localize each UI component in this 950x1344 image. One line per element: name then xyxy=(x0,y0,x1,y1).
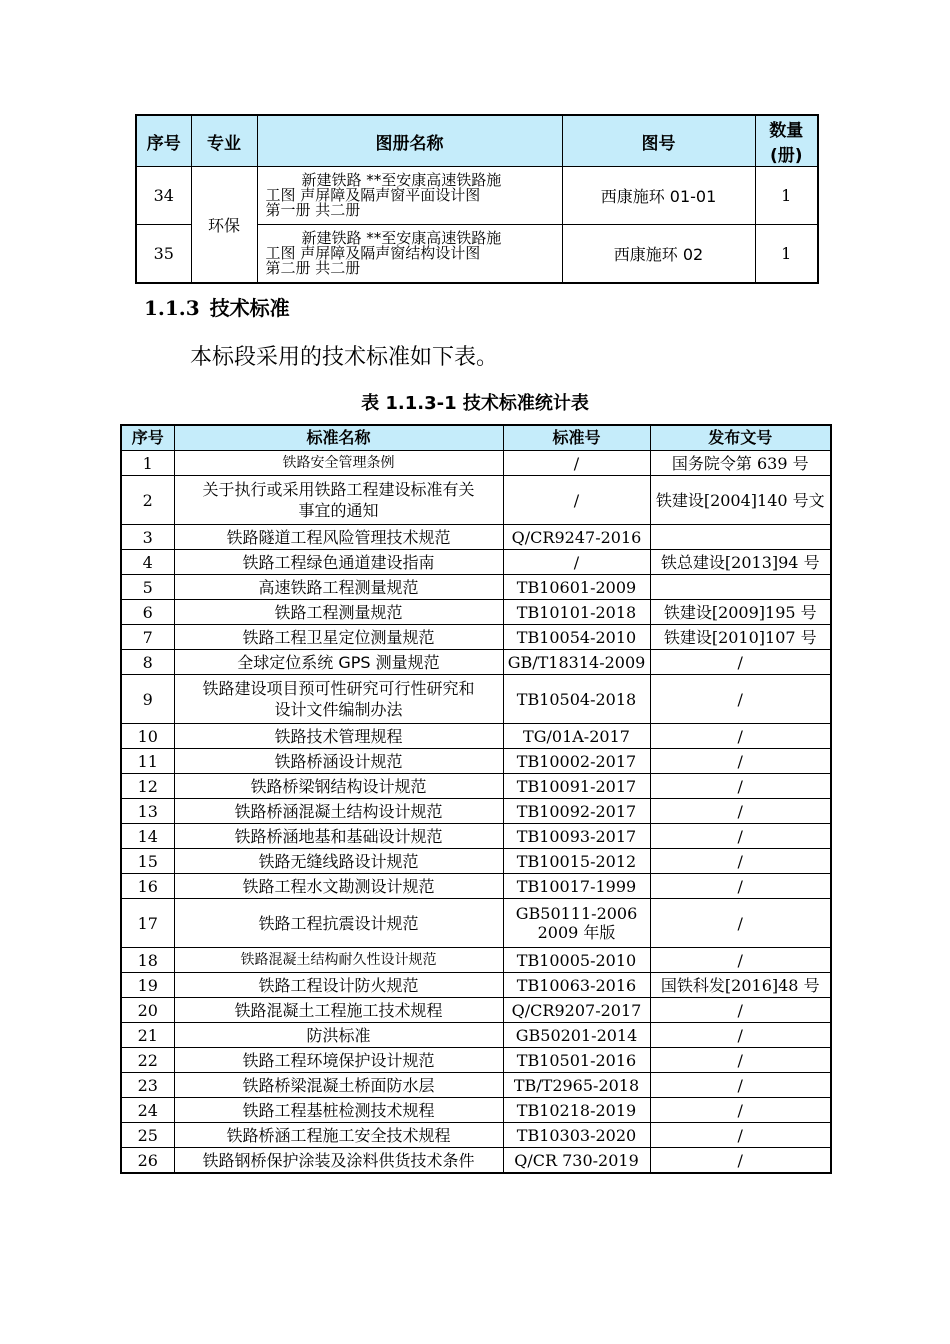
issuing-document: / xyxy=(650,1048,831,1073)
standard-code: TB10504-2018 xyxy=(503,675,650,724)
issuing-document: / xyxy=(650,874,831,899)
row-number: 19 xyxy=(121,973,174,998)
drawing-number: 西康施环 02 xyxy=(562,225,755,284)
col-header-quantity: 数量 (册) xyxy=(755,115,818,167)
issuing-document: / xyxy=(650,1073,831,1098)
standard-name: 铁路钢桥保护涂装及涂料供货技术条件 xyxy=(174,1148,503,1174)
standard-name: 铁路隧道工程风险管理技术规范 xyxy=(174,525,503,550)
col-header-standard-name: 标准名称 xyxy=(174,425,503,451)
standard-code: TB10092-2017 xyxy=(503,799,650,824)
standard-code: / xyxy=(503,476,650,525)
standard-name: 铁路桥涵工程施工安全技术规程 xyxy=(174,1123,503,1148)
row-number: 3 xyxy=(121,525,174,550)
table-row xyxy=(121,476,831,525)
table-row xyxy=(121,724,831,749)
row-number: 16 xyxy=(121,874,174,899)
row-number: 34 xyxy=(136,167,191,225)
intro-paragraph: 本标段采用的技术标准如下表。 xyxy=(190,345,499,370)
table-row xyxy=(121,774,831,799)
table-header-row xyxy=(136,115,818,167)
row-number: 24 xyxy=(121,1098,174,1123)
issuing-document: / xyxy=(650,1023,831,1048)
row-number: 1 xyxy=(121,451,174,476)
issuing-document xyxy=(650,575,831,600)
standard-name: 铁路安全管理条例 xyxy=(174,451,503,476)
table-row xyxy=(121,1148,831,1174)
standard-code: TB10015-2012 xyxy=(503,849,650,874)
standard-name: 铁路工程卫星定位测量规范 xyxy=(174,625,503,650)
issuing-document: / xyxy=(650,749,831,774)
table-header-row xyxy=(121,425,831,451)
standard-name: 铁路无缝线路设计规范 xyxy=(174,849,503,874)
row-number: 15 xyxy=(121,849,174,874)
standard-code: GB50201-2014 xyxy=(503,1023,650,1048)
standard-code: TB/T2965-2018 xyxy=(503,1073,650,1098)
standard-name: 防洪标准 xyxy=(174,1023,503,1048)
table-row xyxy=(121,525,831,550)
row-number: 14 xyxy=(121,824,174,849)
table-row xyxy=(121,1023,831,1048)
col-header-issuing-document: 发布文号 xyxy=(650,425,831,451)
standard-name: 铁路建设项目预可性研究可行性研究和 设计文件编制办法 xyxy=(174,675,503,724)
issuing-document: 铁建设[2009]195 号 xyxy=(650,600,831,625)
row-number: 35 xyxy=(136,225,191,284)
issuing-document: 铁建设[2010]107 号 xyxy=(650,625,831,650)
table-row xyxy=(121,1123,831,1148)
col-header-volume-name: 图册名称 xyxy=(257,115,562,167)
standard-code: TB10101-2018 xyxy=(503,600,650,625)
row-number: 20 xyxy=(121,998,174,1023)
standard-name: 铁路工程设计防火规范 xyxy=(174,973,503,998)
standard-code: TB10063-2016 xyxy=(503,973,650,998)
issuing-document: / xyxy=(650,998,831,1023)
drawing-volume-table xyxy=(135,114,819,284)
standard-name: 铁路桥涵设计规范 xyxy=(174,749,503,774)
standard-code: Q/CR 730-2019 xyxy=(503,1148,650,1174)
standard-code: Q/CR9207-2017 xyxy=(503,998,650,1023)
standard-code: Q/CR9247-2016 xyxy=(503,525,650,550)
standard-name: 铁路桥梁钢结构设计规范 xyxy=(174,774,503,799)
issuing-document: / xyxy=(650,675,831,724)
issuing-document: / xyxy=(650,799,831,824)
col-header-drawing-no: 图号 xyxy=(562,115,755,167)
row-number: 4 xyxy=(121,550,174,575)
standard-name: 铁路工程绿色通道建设指南 xyxy=(174,550,503,575)
row-number: 7 xyxy=(121,625,174,650)
issuing-document: / xyxy=(650,1098,831,1123)
col-header-no: 序号 xyxy=(136,115,191,167)
standard-name: 铁路工程抗震设计规范 xyxy=(174,899,503,948)
standard-name: 铁路混凝土结构耐久性设计规范 xyxy=(174,948,503,973)
technical-standards-table xyxy=(120,424,832,1174)
col-header-discipline: 专业 xyxy=(191,115,257,167)
table-row xyxy=(121,550,831,575)
row-number: 6 xyxy=(121,600,174,625)
standard-name: 铁路桥涵地基和基础设计规范 xyxy=(174,824,503,849)
row-number: 23 xyxy=(121,1073,174,1098)
standard-name: 铁路工程测量规范 xyxy=(174,600,503,625)
discipline-cell: 环保 xyxy=(191,167,257,284)
issuing-document: / xyxy=(650,1123,831,1148)
issuing-document: / xyxy=(650,724,831,749)
standard-code: TB10218-2019 xyxy=(503,1098,650,1123)
issuing-document: 国铁科发[2016]48 号 xyxy=(650,973,831,998)
standard-code: TB10017-1999 xyxy=(503,874,650,899)
quantity: 1 xyxy=(755,167,818,225)
standard-code: TB10002-2017 xyxy=(503,749,650,774)
table-caption: 表 1.1.3-1 技术标准统计表 xyxy=(361,393,589,414)
row-number: 26 xyxy=(121,1148,174,1174)
standard-name: 高速铁路工程测量规范 xyxy=(174,575,503,600)
table-row xyxy=(121,1048,831,1073)
standard-code: TB10005-2010 xyxy=(503,948,650,973)
standard-name: 全球定位系统 GPS 测量规范 xyxy=(174,650,503,675)
table-row xyxy=(121,1098,831,1123)
col-header-standard-code: 标准号 xyxy=(503,425,650,451)
row-number: 18 xyxy=(121,948,174,973)
table-row xyxy=(121,1073,831,1098)
table-row xyxy=(121,749,831,774)
section-number: 1.1.3 xyxy=(144,296,200,320)
standard-code: TB10303-2020 xyxy=(503,1123,650,1148)
table-row xyxy=(121,948,831,973)
row-number: 22 xyxy=(121,1048,174,1073)
standards-table-body xyxy=(121,451,831,1174)
issuing-document: 铁建设[2004]140 号文 xyxy=(650,476,831,525)
table-row xyxy=(121,451,831,476)
standard-name: 铁路工程环境保护设计规范 xyxy=(174,1048,503,1073)
table-row xyxy=(121,675,831,724)
issuing-document xyxy=(650,525,831,550)
row-number: 9 xyxy=(121,675,174,724)
table-row xyxy=(136,167,818,225)
table-row xyxy=(121,799,831,824)
row-number: 11 xyxy=(121,749,174,774)
standard-code: TB10091-2017 xyxy=(503,774,650,799)
row-number: 5 xyxy=(121,575,174,600)
issuing-document: / xyxy=(650,948,831,973)
volume-title: 新建铁路 **至安康高速铁路施 工图 声屏障及隔声窗结构设计图 第二册 共二册 xyxy=(257,225,562,284)
standard-code: TB10601-2009 xyxy=(503,575,650,600)
standard-code: TB10501-2016 xyxy=(503,1048,650,1073)
issuing-document: / xyxy=(650,650,831,675)
table-row xyxy=(121,973,831,998)
volume-title: 新建铁路 **至安康高速铁路施 工图 声屏障及隔声窗平面设计图 第一册 共二册 xyxy=(257,167,562,225)
standard-name: 铁路混凝土工程施工技术规程 xyxy=(174,998,503,1023)
row-number: 12 xyxy=(121,774,174,799)
table-row xyxy=(121,899,831,948)
col-header-no: 序号 xyxy=(121,425,174,451)
standard-code: TB10093-2017 xyxy=(503,824,650,849)
standard-name: 铁路桥梁混凝土桥面防水层 xyxy=(174,1073,503,1098)
table-row xyxy=(121,874,831,899)
issuing-document: 国务院令第 639 号 xyxy=(650,451,831,476)
standard-code: GB/T18314-2009 xyxy=(503,650,650,675)
row-number: 8 xyxy=(121,650,174,675)
table-row xyxy=(121,998,831,1023)
issuing-document: / xyxy=(650,824,831,849)
table-row xyxy=(121,575,831,600)
issuing-document: / xyxy=(650,1148,831,1174)
standard-name: 铁路桥涵混凝土结构设计规范 xyxy=(174,799,503,824)
table-row xyxy=(121,600,831,625)
issuing-document: / xyxy=(650,899,831,948)
table-row xyxy=(121,849,831,874)
quantity: 1 xyxy=(755,225,818,284)
standard-code: / xyxy=(503,550,650,575)
issuing-document: / xyxy=(650,849,831,874)
table-row xyxy=(121,824,831,849)
issuing-document: / xyxy=(650,774,831,799)
table-row xyxy=(121,650,831,675)
row-number: 2 xyxy=(121,476,174,525)
table-row xyxy=(121,625,831,650)
standard-name: 铁路工程基桩检测技术规程 xyxy=(174,1098,503,1123)
standard-code: TB10054-2010 xyxy=(503,625,650,650)
standard-code: TG/01A-2017 xyxy=(503,724,650,749)
drawing-number: 西康施环 01-01 xyxy=(562,167,755,225)
row-number: 21 xyxy=(121,1023,174,1048)
section-title: 技术标准 xyxy=(209,296,290,320)
row-number: 25 xyxy=(121,1123,174,1148)
standard-name: 铁路技术管理规程 xyxy=(174,724,503,749)
standard-code: / xyxy=(503,451,650,476)
standard-code: GB50111-2006 2009 年版 xyxy=(503,899,650,948)
standard-name: 关于执行或采用铁路工程建设标准有关 事宜的通知 xyxy=(174,476,503,525)
row-number: 13 xyxy=(121,799,174,824)
issuing-document: 铁总建设[2013]94 号 xyxy=(650,550,831,575)
row-number: 17 xyxy=(121,899,174,948)
row-number: 10 xyxy=(121,724,174,749)
section-heading xyxy=(144,292,290,321)
standard-name: 铁路工程水文勘测设计规范 xyxy=(174,874,503,899)
